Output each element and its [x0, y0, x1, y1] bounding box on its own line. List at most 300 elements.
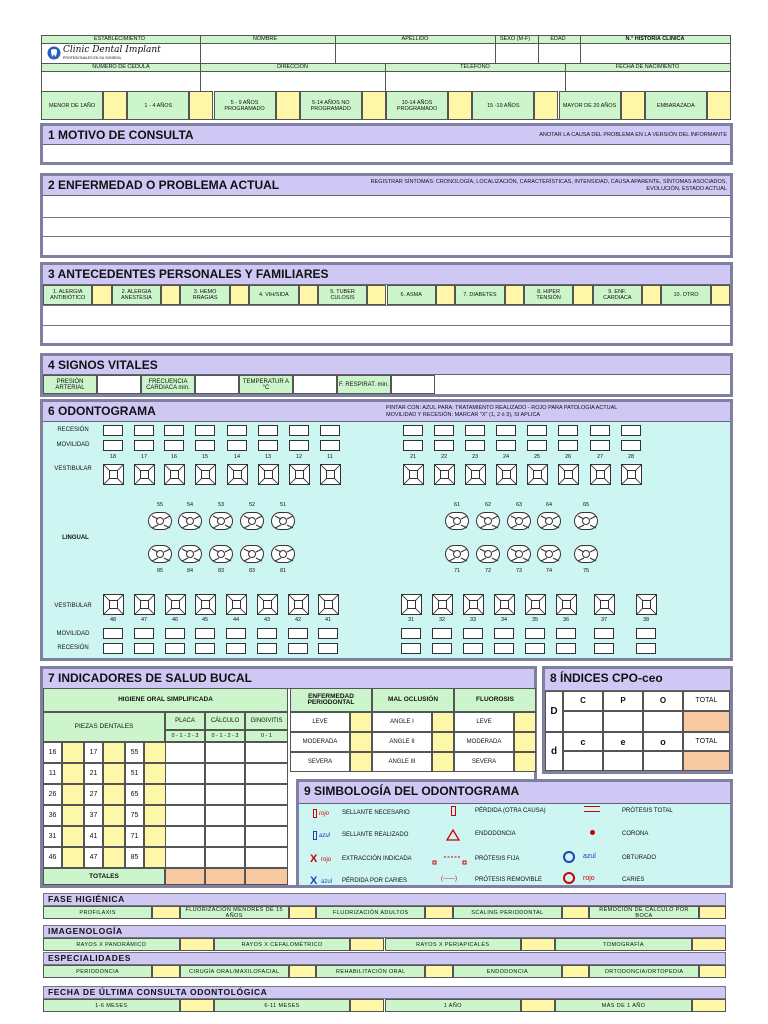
recesion-box-48[interactable] — [103, 643, 123, 654]
tooth-47[interactable] — [134, 594, 155, 615]
antecedente-checkbox-8[interactable] — [642, 285, 661, 305]
pieza-checkbox-47[interactable] — [103, 847, 125, 868]
option-fluorosis-1: MODERADA — [454, 732, 514, 752]
pieza-checkbox-55[interactable] — [144, 742, 166, 763]
tooth-83[interactable] — [240, 545, 264, 563]
label-historia: N.° HISTORIA CLÍNICA — [625, 36, 685, 42]
caries-icon — [563, 872, 575, 884]
antecedente-checkbox-0[interactable] — [92, 285, 111, 305]
input-P[interactable] — [603, 711, 643, 732]
recesion-box-23[interactable] — [465, 425, 485, 436]
tooth-42[interactable] — [288, 594, 309, 615]
movilidad-box-33[interactable] — [463, 628, 483, 639]
recesion-box-38[interactable] — [636, 643, 656, 654]
option-periodontal-2: SEVERA — [290, 752, 350, 772]
pieza-number: 31 — [43, 826, 62, 847]
checkbox-especialidades-0[interactable] — [152, 965, 179, 978]
input-e[interactable] — [603, 751, 643, 771]
sellante-icon — [313, 831, 317, 840]
tooth-85[interactable] — [148, 545, 172, 563]
placa-input[interactable] — [165, 847, 205, 868]
tooth-16[interactable] — [164, 464, 185, 485]
logo-name: Clinic Dental Implant — [63, 45, 161, 55]
tooth-number-72: 72 — [484, 568, 492, 574]
movilidad-box-38[interactable] — [636, 628, 656, 639]
checkbox-imagenologia-1[interactable] — [350, 938, 384, 951]
checkbox-fase-higienica-3[interactable] — [562, 906, 589, 919]
checkbox-fase-higienica-2[interactable] — [425, 906, 452, 919]
tooth-number-73: 73 — [515, 568, 523, 574]
calculo-input[interactable] — [205, 742, 245, 763]
label-vestibular-bottom: VESTIBULAR — [54, 603, 92, 609]
checkbox-periodontal-0[interactable] — [350, 712, 372, 732]
movilidad-box-21[interactable] — [403, 440, 423, 451]
header-c: c — [563, 732, 603, 751]
tooth-75[interactable] — [574, 545, 598, 563]
movilidad-box-16[interactable] — [164, 440, 184, 451]
checkbox-imagenologia-3[interactable] — [692, 938, 726, 951]
pieza-checkbox-17[interactable] — [103, 742, 125, 763]
pieza-number: 85 — [125, 847, 144, 868]
color-azul-obturado: azul — [583, 853, 596, 860]
tooth-14[interactable] — [227, 464, 248, 485]
checkbox-fluorosis-2[interactable] — [514, 752, 536, 772]
recesion-box-24[interactable] — [496, 425, 516, 436]
checkbox-fecha-ultima-consulta-3[interactable] — [692, 999, 726, 1012]
placa-header: PLACA — [165, 712, 205, 730]
tooth-15[interactable] — [195, 464, 216, 485]
calculo-input[interactable] — [205, 805, 245, 826]
age-checkbox-4[interactable] — [448, 91, 472, 120]
vital-input-0[interactable] — [97, 375, 141, 394]
pieza-checkbox-31[interactable] — [62, 826, 84, 847]
recesion-box-26[interactable] — [558, 425, 578, 436]
gingivitis-input[interactable] — [245, 784, 288, 805]
checkbox-especialidades-4[interactable] — [699, 965, 726, 978]
checkbox-fase-higienica-0[interactable] — [152, 906, 179, 919]
movilidad-box-12[interactable] — [289, 440, 309, 451]
recesion-box-27[interactable] — [590, 425, 610, 436]
label-movilidad-top: MOVILIDAD — [56, 442, 90, 448]
tooth-number-34: 34 — [500, 617, 508, 623]
calculo-input[interactable] — [205, 847, 245, 868]
recesion-box-16[interactable] — [164, 425, 184, 436]
tooth-number-81: 81 — [279, 568, 287, 574]
tooth-46[interactable] — [165, 594, 186, 615]
recesion-box-32[interactable] — [432, 643, 452, 654]
tooth-53[interactable] — [209, 512, 233, 530]
sellante-icon — [313, 809, 317, 818]
movilidad-box-31[interactable] — [401, 628, 421, 639]
gingivitis-scale: 0 - 1 — [245, 730, 288, 742]
pieza-number: 75 — [125, 805, 144, 826]
movilidad-box-25[interactable] — [527, 440, 547, 451]
label-establecimiento: ESTABLECIMIENTO — [93, 36, 146, 42]
input-c[interactable] — [563, 751, 603, 771]
tooth-51[interactable] — [271, 512, 295, 530]
recesion-box-31[interactable] — [401, 643, 421, 654]
perdida-icon — [451, 806, 456, 816]
section-3-title: 3 ANTECEDENTES PERSONALES Y FAMILIARES — [48, 267, 329, 281]
tooth-72[interactable] — [476, 545, 500, 563]
age-checkbox-2[interactable] — [276, 91, 300, 120]
tooth-number-51: 51 — [279, 502, 287, 508]
tooth-25[interactable] — [527, 464, 548, 485]
tooth-24[interactable] — [496, 464, 517, 485]
pieza-checkbox-41[interactable] — [103, 826, 125, 847]
pieza-checkbox-75[interactable] — [144, 805, 166, 826]
checkbox-fecha-ultima-consulta-1[interactable] — [350, 999, 384, 1012]
recesion-box-46[interactable] — [165, 643, 185, 654]
tooth-48[interactable] — [103, 594, 124, 615]
option-imagenologia-3: TOMOGRAFÍA — [555, 938, 692, 951]
hos-header: HIGIENE ORAL SIMPLIFICADA — [43, 688, 288, 712]
symbol-label-7: PRÓTESIS REMOVIBLE — [475, 877, 543, 883]
movilidad-box-37[interactable] — [594, 628, 614, 639]
movilidad-box-22[interactable] — [434, 440, 454, 451]
antecedente-checkbox-3[interactable] — [299, 285, 318, 305]
age-label-0: MENOR DE 1AÑO — [41, 91, 103, 120]
tooth-36[interactable] — [556, 594, 577, 615]
recesion-box-18[interactable] — [103, 425, 123, 436]
movilidad-box-26[interactable] — [558, 440, 578, 451]
movilidad-box-43[interactable] — [257, 628, 277, 639]
checkbox-fluorosis-1[interactable] — [514, 732, 536, 752]
checkbox-imagenologia-0[interactable] — [180, 938, 214, 951]
placa-input[interactable] — [165, 742, 205, 763]
recesion-box-45[interactable] — [195, 643, 215, 654]
tooth-32[interactable] — [432, 594, 453, 615]
tooth-number-27: 27 — [596, 454, 604, 460]
tooth-18[interactable] — [103, 464, 124, 485]
movilidad-box-15[interactable] — [195, 440, 215, 451]
checkbox-fecha-ultima-consulta-2[interactable] — [521, 999, 555, 1012]
tooth-number-36: 36 — [562, 617, 570, 623]
tooth-number-63: 63 — [515, 502, 523, 508]
tooth-33[interactable] — [463, 594, 484, 615]
pieza-checkbox-26[interactable] — [62, 784, 84, 805]
recesion-box-41[interactable] — [318, 643, 338, 654]
tooth-27[interactable] — [590, 464, 611, 485]
antecedente-checkbox-5[interactable] — [436, 285, 455, 305]
antecedente-checkbox-6[interactable] — [505, 285, 524, 305]
movilidad-box-44[interactable] — [226, 628, 246, 639]
endodoncia-icon — [446, 828, 460, 840]
calculo-input[interactable] — [205, 763, 245, 784]
tooth-number-24: 24 — [502, 454, 510, 460]
option-especialidades-1: CIRUGÍA ORAL/MAXILOFACIAL — [180, 965, 289, 978]
recesion-box-42[interactable] — [288, 643, 308, 654]
tooth-number-21: 21 — [409, 454, 417, 460]
placa-input[interactable] — [165, 763, 205, 784]
total-label-upper: TOTAL — [683, 691, 730, 711]
tooth-71[interactable] — [445, 545, 469, 563]
antecedente-checkbox-7[interactable] — [573, 285, 592, 305]
pieza-checkbox-16[interactable] — [62, 742, 84, 763]
movilidad-box-42[interactable] — [288, 628, 308, 639]
pieza-number: 65 — [125, 784, 144, 805]
checkbox-maloclusion-2[interactable] — [432, 752, 454, 772]
movilidad-box-36[interactable] — [556, 628, 576, 639]
recesion-box-35[interactable] — [525, 643, 545, 654]
movilidad-box-14[interactable] — [227, 440, 247, 451]
tooth-13[interactable] — [258, 464, 279, 485]
calculo-input[interactable] — [205, 784, 245, 805]
section-signos-vitales — [40, 353, 733, 397]
placa-input[interactable] — [165, 826, 205, 847]
tooth-55[interactable] — [148, 512, 172, 530]
tooth-38[interactable] — [636, 594, 657, 615]
movilidad-box-24[interactable] — [496, 440, 516, 451]
placa-input[interactable] — [165, 784, 205, 805]
pieza-checkbox-11[interactable] — [62, 763, 84, 784]
tooth-23[interactable] — [465, 464, 486, 485]
recesion-box-44[interactable] — [226, 643, 246, 654]
x-icon: X — [310, 875, 318, 887]
option-especialidades-2: REHABILITACIÓN ORAL — [316, 965, 425, 978]
movilidad-box-47[interactable] — [134, 628, 154, 639]
color-rojo-caries: rojo — [583, 875, 595, 882]
tooth-63[interactable] — [507, 512, 531, 530]
option-fecha-ultima-consulta-1: 6-11 MESES — [214, 999, 351, 1012]
antecedente-checkbox-2[interactable] — [230, 285, 249, 305]
antecedente-checkbox-1[interactable] — [161, 285, 180, 305]
symbol-label-4: PÉRDIDA (OTRA CAUSA) — [475, 808, 546, 814]
section-6-note-1: PINTAR CON: AZUL PARA: TRATAMIENTO REALIZADO - ROJO PARA PATOLOGÍA ACTUAL — [386, 405, 618, 411]
tooth-44[interactable] — [226, 594, 247, 615]
total-gingivitis[interactable] — [245, 868, 288, 885]
movilidad-box-46[interactable] — [165, 628, 185, 639]
age-checkbox-6[interactable] — [621, 91, 645, 120]
recesion-box-17[interactable] — [134, 425, 154, 436]
total-upper[interactable] — [683, 711, 730, 732]
header-periodontal: ENFERMEDAD PERIODONTAL — [290, 688, 372, 712]
option-maloclusion-1: ANGLE II — [372, 732, 432, 752]
vital-input-3[interactable] — [391, 375, 435, 394]
recesion-box-34[interactable] — [494, 643, 514, 654]
movilidad-box-35[interactable] — [525, 628, 545, 639]
label-telefono: TELÉFONO — [460, 64, 490, 70]
checkbox-periodontal-1[interactable] — [350, 732, 372, 752]
corona-icon — [590, 830, 595, 835]
checkbox-maloclusion-0[interactable] — [432, 712, 454, 732]
recesion-box-37[interactable] — [594, 643, 614, 654]
gingivitis-input[interactable] — [245, 847, 288, 868]
pieza-checkbox-37[interactable] — [103, 805, 125, 826]
checkbox-fecha-ultima-consulta-0[interactable] — [180, 999, 214, 1012]
checkbox-fase-higienica-4[interactable] — [699, 906, 726, 919]
tooth-12[interactable] — [289, 464, 310, 485]
checkbox-fase-higienica-1[interactable] — [289, 906, 316, 919]
movilidad-box-45[interactable] — [195, 628, 215, 639]
label-d: d — [545, 732, 563, 771]
antecedente-label-7: 8. HIPER TENSIÓN — [524, 285, 573, 305]
pieza-checkbox-46[interactable] — [62, 847, 84, 868]
movilidad-box-13[interactable] — [258, 440, 278, 451]
checkbox-especialidades-1[interactable] — [289, 965, 316, 978]
section-1-note: ANOTAR LA CAUSA DEL PROBLEMA EN LA VERSIÓN DEL INFORMANTE — [539, 132, 727, 138]
tooth-number-33: 33 — [469, 617, 477, 623]
gingivitis-input[interactable] — [245, 742, 288, 763]
vital-label-1: FRECUENCIA CARDIACA min. — [141, 375, 195, 394]
tooth-62[interactable] — [476, 512, 500, 530]
tooth-17[interactable] — [134, 464, 155, 485]
tooth-45[interactable] — [195, 594, 216, 615]
age-checkbox-3[interactable] — [362, 91, 386, 120]
pieza-checkbox-65[interactable] — [144, 784, 166, 805]
pieza-checkbox-21[interactable] — [103, 763, 125, 784]
tooth-64[interactable] — [537, 512, 561, 530]
pieza-checkbox-71[interactable] — [144, 826, 166, 847]
tooth-84[interactable] — [178, 545, 202, 563]
tooth-number-18: 18 — [109, 454, 117, 460]
calculo-input[interactable] — [205, 826, 245, 847]
tooth-52[interactable] — [240, 512, 264, 530]
recesion-box-13[interactable] — [258, 425, 278, 436]
tooth-number-46: 46 — [171, 617, 179, 623]
movilidad-box-11[interactable] — [320, 440, 340, 451]
movilidad-box-17[interactable] — [134, 440, 154, 451]
tooth-number-84: 84 — [186, 568, 194, 574]
recesion-box-28[interactable] — [621, 425, 641, 436]
movilidad-box-34[interactable] — [494, 628, 514, 639]
movilidad-box-27[interactable] — [590, 440, 610, 451]
tooth-11[interactable] — [320, 464, 341, 485]
tooth-number-41: 41 — [324, 617, 332, 623]
gingivitis-input[interactable] — [245, 826, 288, 847]
color-azul: azul — [321, 879, 333, 885]
tooth-number-43: 43 — [263, 617, 271, 623]
age-label-4: 10-14 AÑOS PROGRAMADO — [386, 91, 448, 120]
movilidad-box-18[interactable] — [103, 440, 123, 451]
input-C[interactable] — [563, 711, 603, 732]
checkbox-imagenologia-2[interactable] — [521, 938, 555, 951]
tooth-26[interactable] — [558, 464, 579, 485]
option-especialidades-4: ORTODONCIA/ORTOPEDIA — [589, 965, 698, 978]
tooth-81[interactable] — [271, 545, 295, 563]
input-O[interactable] — [643, 711, 683, 732]
section-1-title: 1 MOTIVO DE CONSULTA — [48, 128, 194, 142]
option-fase-higienica-2: FLUORIZACIÓN ADULTOS — [316, 906, 425, 919]
pieza-checkbox-85[interactable] — [144, 847, 166, 868]
recesion-box-21[interactable] — [403, 425, 423, 436]
section-6-note-2: MOVILIDAD Y RECESIÓN: MARCAR "X" (1, 2 ó 3), SI APLICA — [386, 412, 541, 418]
recesion-box-11[interactable] — [320, 425, 340, 436]
pieza-checkbox-51[interactable] — [144, 763, 166, 784]
vital-label-0: PRESIÓN ARTERIAL — [43, 375, 97, 394]
movilidad-box-23[interactable] — [465, 440, 485, 451]
recesion-box-25[interactable] — [527, 425, 547, 436]
option-fecha-ultima-consulta-3: MÁS DE 1 AÑO — [555, 999, 692, 1012]
antecedente-label-4: 5. TUBER CULOSIS — [318, 285, 367, 305]
age-checkbox-5[interactable] — [534, 91, 558, 120]
tooth-34[interactable] — [494, 594, 515, 615]
recesion-box-14[interactable] — [227, 425, 247, 436]
protesis-total-icon — [584, 806, 600, 812]
recesion-box-12[interactable] — [289, 425, 309, 436]
placa-input[interactable] — [165, 805, 205, 826]
antecedente-checkbox-4[interactable] — [367, 285, 386, 305]
pieza-number: 47 — [84, 847, 103, 868]
tooth-74[interactable] — [537, 545, 561, 563]
symbol-label-0: SELLANTE NECESARIO — [342, 810, 410, 816]
calculo-header: CÁLCULO — [205, 712, 245, 730]
antecedente-checkbox-9[interactable] — [711, 285, 730, 305]
recesion-box-22[interactable] — [434, 425, 454, 436]
x-icon: X — [310, 853, 318, 865]
total-calculo[interactable] — [205, 868, 245, 885]
tooth-number-52: 52 — [248, 502, 256, 508]
tooth-number-64: 64 — [545, 502, 553, 508]
tooth-31[interactable] — [401, 594, 422, 615]
movilidad-box-48[interactable] — [103, 628, 123, 639]
age-checkbox-7[interactable] — [707, 91, 731, 120]
tooth-73[interactable] — [507, 545, 531, 563]
recesion-box-36[interactable] — [556, 643, 576, 654]
total-lower[interactable] — [683, 751, 730, 771]
symbol-label-2: EXTRACCIÓN INDICADA — [342, 856, 412, 862]
age-label-3: 5-14 AÑOS NO PROGRAMADO — [300, 91, 362, 120]
checkbox-especialidades-2[interactable] — [425, 965, 452, 978]
age-checkbox-1[interactable] — [189, 91, 213, 120]
tooth-54[interactable] — [178, 512, 202, 530]
option-periodontal-0: LEVE — [290, 712, 350, 732]
pieza-checkbox-36[interactable] — [62, 805, 84, 826]
protesis-removible-icon: (------) — [441, 876, 457, 882]
recesion-box-15[interactable] — [195, 425, 215, 436]
checkbox-periodontal-2[interactable] — [350, 752, 372, 772]
tooth-number-23: 23 — [471, 454, 479, 460]
tooth-22[interactable] — [434, 464, 455, 485]
movilidad-box-32[interactable] — [432, 628, 452, 639]
tooth-35[interactable] — [525, 594, 546, 615]
gingivitis-input[interactable] — [245, 805, 288, 826]
tooth-65[interactable] — [574, 512, 598, 530]
age-checkbox-0[interactable] — [103, 91, 127, 120]
movilidad-box-41[interactable] — [318, 628, 338, 639]
movilidad-box-28[interactable] — [621, 440, 641, 451]
input-o[interactable] — [643, 751, 683, 771]
tooth-83[interactable] — [209, 545, 233, 563]
pieza-number: 26 — [43, 784, 62, 805]
checkbox-especialidades-3[interactable] — [562, 965, 589, 978]
protesis-fija-icon — [432, 852, 468, 862]
recesion-box-33[interactable] — [463, 643, 483, 654]
total-placa[interactable] — [165, 868, 205, 885]
vital-input-2[interactable] — [293, 375, 337, 394]
pieza-number: 27 — [84, 784, 103, 805]
vital-input-1[interactable] — [195, 375, 239, 394]
tooth-number-83: 83 — [248, 568, 256, 574]
gingivitis-input[interactable] — [245, 763, 288, 784]
tooth-number-32: 32 — [438, 617, 446, 623]
clinic-logo — [45, 45, 195, 62]
tooth-43[interactable] — [257, 594, 278, 615]
tooth-21[interactable] — [403, 464, 424, 485]
section-8-title: 8 ÍNDICES CPO-ceo — [550, 671, 663, 685]
color-rojo: rojo — [319, 811, 330, 817]
checkbox-fluorosis-0[interactable] — [514, 712, 536, 732]
pieza-checkbox-27[interactable] — [103, 784, 125, 805]
checkbox-maloclusion-1[interactable] — [432, 732, 454, 752]
recesion-box-43[interactable] — [257, 643, 277, 654]
section-antecedentes — [40, 262, 733, 346]
tooth-28[interactable] — [621, 464, 642, 485]
tooth-61[interactable] — [445, 512, 469, 530]
recesion-box-47[interactable] — [134, 643, 154, 654]
tooth-41[interactable] — [318, 594, 339, 615]
tooth-37[interactable] — [594, 594, 615, 615]
